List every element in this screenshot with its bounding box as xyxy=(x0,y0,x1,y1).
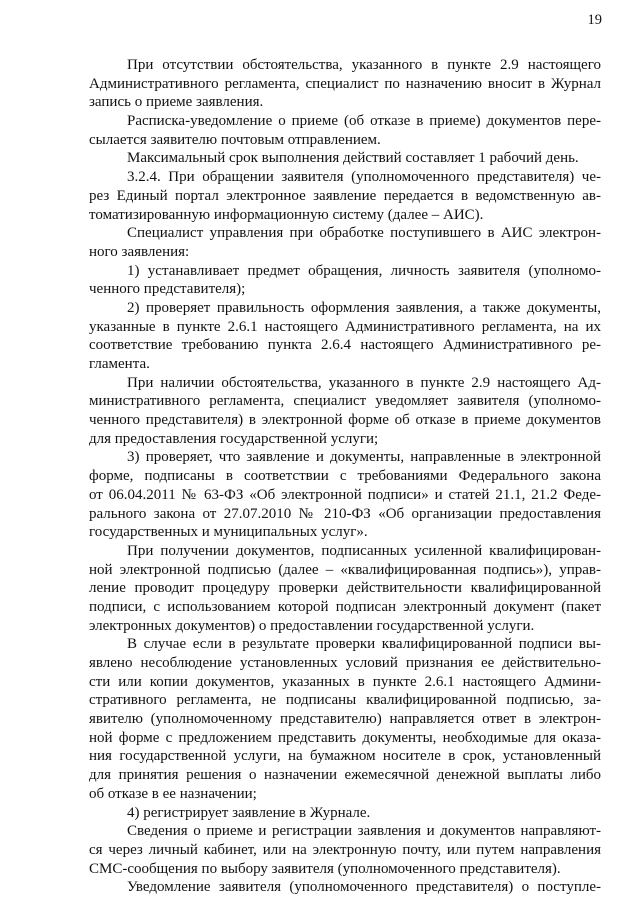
text-line: министративного регламента, специалист уведомляет заявителя (уполномо- xyxy=(89,393,601,410)
text-line: рального закона от 27.07.2010 № 210-ФЗ «Об организации предоставления xyxy=(89,505,601,522)
text-line: СМС-сообщения по выбору заявителя (уполномоченного представителя). xyxy=(89,860,561,877)
text-line: для принятия решения о назначении ежемесячной денежной выплаты либо xyxy=(89,767,601,784)
text-line: ченного представителя) в электронной форме об отказе в приеме документов xyxy=(89,412,601,429)
text-line: 3.2.4. При обращении заявителя (уполномоченного представителя) че- xyxy=(127,169,601,186)
text-line: В случае если в результате проверки квалифицированной подписи вы- xyxy=(127,636,601,653)
text-line: форме, подписаны в соответствии с требованиями Федерального закона xyxy=(89,468,601,485)
text-line: ся через личный кабинет, или на электронную почту, или путем направления xyxy=(89,841,601,858)
text-line: явлено несоблюдение установленных условий признания ее действительно- xyxy=(89,655,601,671)
text-line: об отказе в ее назначении; xyxy=(89,785,257,802)
text-line: 2) проверяет правильность оформления заявления, а также документы, xyxy=(127,299,601,316)
text-line: При получении документов, подписанных усиленной квалифицирован- xyxy=(127,542,601,559)
text-line: 3) проверяет, что заявление и документы, направленные в электронной xyxy=(127,449,601,466)
page-number: 19 xyxy=(587,12,602,28)
text-line: Административного регламента, специалист по назначению вносит в Журнал xyxy=(89,75,601,92)
document-body xyxy=(89,56,601,897)
text-line: ной электронной подписью (далее – «квалифицированная подпись»), управ- xyxy=(89,561,601,578)
text-line: сылается заявителю почтовым отправлением. xyxy=(89,131,381,148)
text-line: ного заявления: xyxy=(89,243,190,260)
text-line: 1) устанавливает предмет обращения, личность заявителя (уполномо- xyxy=(127,262,601,279)
text-line: указанные в пункте 2.6.1 настоящего Административного регламента, на их xyxy=(89,318,601,335)
text-line: ной форме с предложением представить документы, необходимые для оказа- xyxy=(89,729,601,746)
text-line: ченного представителя); xyxy=(89,281,246,298)
text-line: Специалист управления при обработке поступившего в АИС электрон- xyxy=(127,225,601,242)
text-line: для предоставления государственной услуги; xyxy=(89,430,379,447)
text-line: При отсутствии обстоятельства, указанного в пункте 2.9 настоящего xyxy=(127,57,601,73)
text-line: от 06.04.2011 № 63-ФЗ «Об электронной подписи» и статей 21.1, 21.2 Феде- xyxy=(89,486,601,503)
text-line: При наличии обстоятельства, указанного в пункте 2.9 настоящего Ад- xyxy=(127,374,601,391)
text-line: Расписка-уведомление о приеме (об отказе в приеме) документов пере- xyxy=(127,113,601,130)
text-line: электронных документов) о предоставлении государственной услуги. xyxy=(89,617,535,634)
text-line: Максимальный срок выполнения действий составляет 1 рабочий день. xyxy=(127,150,579,167)
text-line: ния государственной услуги, на бумажном носителе в срок, установленный xyxy=(89,748,601,765)
text-line: Сведения о приеме и регистрации заявления и документов направляют- xyxy=(127,823,601,840)
text-line: гламента. xyxy=(89,356,150,372)
text-line: соответствие требованию пункта 2.6.4 настоящего Административного ре- xyxy=(89,337,601,354)
text-line: государственных и муниципальных услуг». xyxy=(89,524,368,541)
text-line: запись о приеме заявления. xyxy=(89,94,264,111)
text-line: сти или копии документов, указанных в пункте 2.6.1 настоящего Админи- xyxy=(89,673,601,690)
text-line: рез Единый портал электронное заявление передается в ведомственную ав- xyxy=(89,187,601,204)
text-line: стративного регламента, не подписаны квалифицированной подписью, за- xyxy=(89,692,601,709)
text-line: явителю (уполномоченному представителю) направляется ответ в электрон- xyxy=(89,711,601,728)
text-line: ление проводит процедуру проверки действительности квалифицированной xyxy=(89,580,601,597)
text-line: томатизированную информационную систему (далее – АИС). xyxy=(89,206,484,223)
text-line: Уведомление заявителя (уполномоченного представителя) о поступле- xyxy=(127,879,601,896)
text-line: 4) регистрирует заявление в Журнале. xyxy=(127,804,371,821)
text-line: подписи, с использованием которой подписан электронный документ (пакет xyxy=(89,598,601,615)
